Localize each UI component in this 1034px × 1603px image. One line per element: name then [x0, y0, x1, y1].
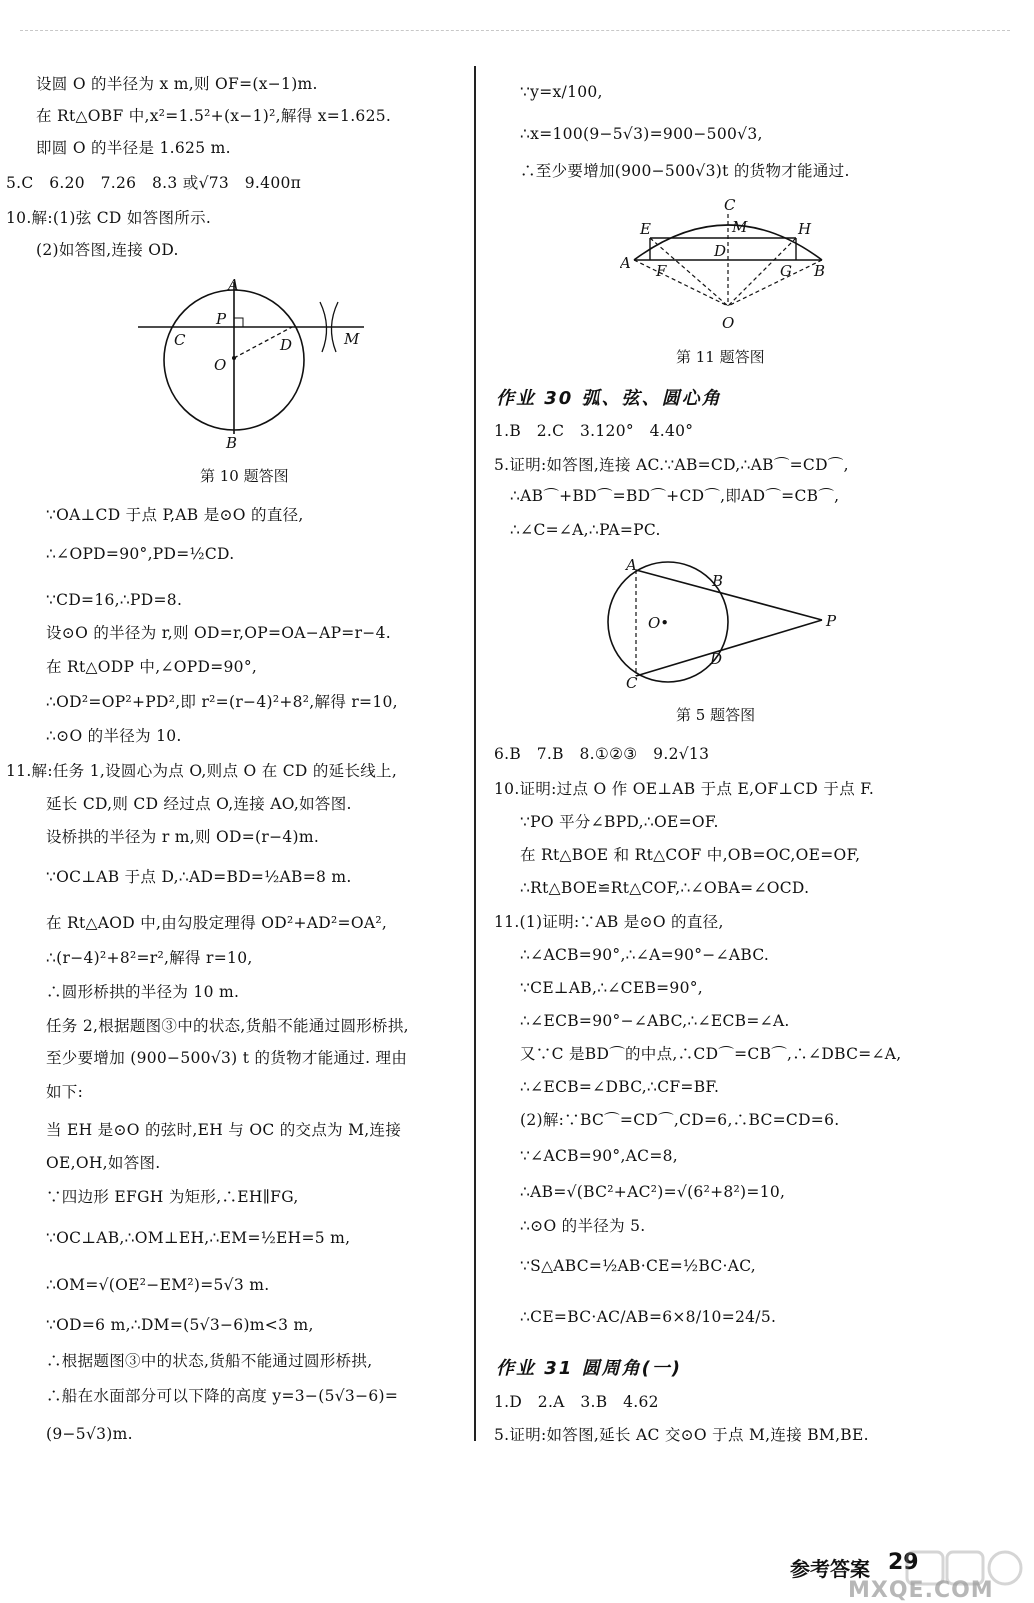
- figure-11-caption: 第 11 题答图: [676, 348, 765, 366]
- label-E: E: [640, 220, 651, 238]
- text-line: (2)解:∵BC⌒=CD⌒,CD=6,∴BC=CD=6.: [520, 1111, 840, 1129]
- text-line: ∵PO 平分∠BPD,∴OE=OF.: [520, 813, 719, 831]
- text-line: ∵四边形 EFGH 为矩形,∴EH∥FG,: [46, 1188, 299, 1206]
- text-line: 11.解:任务 1,设圆心为点 O,则点 O 在 CD 的延长线上,: [6, 762, 398, 780]
- text-line: ∴AB=√(BC²+AC²)=√(6²+8²)=10,: [520, 1183, 786, 1201]
- text-line: 设圆 O 的半径为 x m,则 OF=(x−1)m.: [36, 75, 318, 93]
- text-line: 又∵C 是BD⌒的中点,∴CD⌒=CB⌒,∴∠DBC=∠A,: [520, 1045, 902, 1063]
- text-line: 设⊙O 的半径为 r,则 OD=r,OP=OA−AP=r−4.: [46, 624, 391, 642]
- text-line: 延长 CD,则 CD 经过点 O,连接 AO,如答图.: [46, 795, 352, 813]
- label-M: M: [732, 218, 748, 236]
- text-line: ∴至少要增加(900−500√3)t 的货物才能通过.: [520, 162, 850, 180]
- label-A: A: [620, 254, 631, 272]
- figure-5-diagram: [600, 556, 850, 692]
- label-D: D: [710, 650, 723, 668]
- text-line: ∴圆形桥拱的半径为 10 m.: [46, 983, 240, 1001]
- text-line: ∵OA⊥CD 于点 P,AB 是⊙O 的直径,: [46, 506, 304, 524]
- text-line: ∴∠OPD=90°,PD=½CD.: [46, 545, 235, 563]
- label-C: C: [626, 674, 638, 692]
- text-line: ∴∠ECB=90°−∠ABC,∴∠ECB=∠A.: [520, 1012, 790, 1030]
- label-D: D: [714, 242, 727, 260]
- text-line: 当 EH 是⊙O 的弦时,EH 与 OC 的交点为 M,连接: [46, 1121, 402, 1139]
- label-C: C: [174, 331, 186, 349]
- label-M: M: [344, 330, 360, 348]
- text-line: ∵OD=6 m,∴DM=(5√3−6)m<3 m,: [46, 1316, 314, 1334]
- label-A: A: [626, 556, 637, 574]
- label-H: H: [798, 220, 812, 238]
- watermark-text: MXQE.COM: [848, 1578, 994, 1603]
- text-line: ∵S△ABC=½AB·CE=½BC·AC,: [520, 1257, 757, 1275]
- label-F: F: [656, 262, 667, 280]
- text-line: 即圆 O 的半径是 1.625 m.: [36, 139, 231, 157]
- answer-row: 1.B 2.C 3.120° 4.40°: [494, 422, 694, 440]
- text-line: ∴∠ACB=90°,∴∠A=90°−∠ABC.: [520, 946, 770, 964]
- text-line: ∴∠ECB=∠DBC,∴CF=BF.: [520, 1078, 720, 1096]
- text-line: 如下:: [46, 1083, 84, 1101]
- text-line: ∵CD=16,∴PD=8.: [46, 591, 183, 609]
- text-line: 在 Rt△ODP 中,∠OPD=90°,: [46, 658, 258, 676]
- text-line: 在 Rt△AOD 中,由勾股定理得 OD²+AD²=OA²,: [46, 914, 388, 932]
- text-line: ∴船在水面部分可以下降的高度 y=3−(5√3−6)=: [46, 1387, 399, 1405]
- text-line: ∴CE=BC·AC/AB=6×8/10=24/5.: [520, 1308, 777, 1326]
- page-number: 29: [888, 1550, 919, 1575]
- text-line: (9−5√3)m.: [46, 1425, 133, 1443]
- text-line: ∴根据题图③中的状态,货船不能通过圆形桥拱,: [46, 1352, 373, 1370]
- label-C: C: [724, 196, 736, 214]
- text-line: ∴Rt△BOE≌Rt△COF,∴∠OBA=∠OCD.: [520, 879, 810, 897]
- label-G: G: [780, 262, 792, 280]
- text-line: OE,OH,如答图.: [46, 1154, 161, 1172]
- label-O: O: [722, 314, 735, 332]
- text-line: 至少要增加 (900−500√3) t 的货物才能通过. 理由: [46, 1049, 408, 1067]
- text-line: ∵∠ACB=90°,AC=8,: [520, 1147, 679, 1165]
- text-line: ∴x=100(9−5√3)=900−500√3,: [520, 125, 763, 143]
- label-P: P: [216, 310, 227, 328]
- text-line: 10.解:(1)弦 CD 如答图所示.: [6, 209, 212, 227]
- figure-10-diagram: [130, 272, 370, 458]
- label-O: O: [214, 356, 227, 374]
- text-line: ∴OD²=OP²+PD²,即 r²=(r−4)²+8²,解得 r=10,: [46, 693, 398, 711]
- answer-row: 5.C 6.20 7.26 8.3 或√73 9.400π: [6, 174, 302, 192]
- text-line: ∴∠C=∠A,∴PA=PC.: [510, 521, 661, 539]
- text-line: 5.证明:如答图,延长 AC 交⊙O 于点 M,连接 BM,BE.: [494, 1426, 869, 1444]
- text-line: ∴(r−4)²+8²=r²,解得 r=10,: [46, 949, 253, 967]
- label-D: D: [280, 336, 293, 354]
- footer-label: 参考答案: [790, 1557, 870, 1581]
- text-line: 在 Rt△OBF 中,x²=1.5²+(x−1)²,解得 x=1.625.: [36, 107, 392, 125]
- label-B: B: [712, 572, 724, 590]
- text-line: ∵OC⊥AB 于点 D,∴AD=BD=½AB=8 m.: [46, 868, 352, 886]
- text-line: (2)如答图,连接 OD.: [36, 241, 179, 259]
- text-line: ∵CE⊥AB,∴∠CEB=90°,: [520, 979, 704, 997]
- text-line: 10.证明:过点 O 作 OE⊥AB 于点 E,OF⊥CD 于点 F.: [494, 780, 875, 798]
- column-divider: [474, 66, 476, 1441]
- text-line: ∴⊙O 的半径为 5.: [520, 1217, 646, 1235]
- answer-row: 6.B 7.B 8.①②③ 9.2√13: [494, 745, 710, 763]
- answer-row: 1.D 2.A 3.B 4.62: [494, 1393, 659, 1411]
- label-B: B: [814, 262, 826, 280]
- text-line: 11.(1)证明:∵AB 是⊙O 的直径,: [494, 913, 724, 931]
- figure-5-caption: 第 5 题答图: [676, 706, 756, 724]
- label-A: A: [228, 276, 239, 294]
- figure-10-caption: 第 10 题答图: [200, 467, 289, 485]
- text-line: ∵OC⊥AB,∴OM⊥EH,∴EM=½EH=5 m,: [46, 1229, 351, 1247]
- text-line: 设桥拱的半径为 r m,则 OD=(r−4)m.: [46, 828, 320, 846]
- text-line: ∴AB⌒+BD⌒=BD⌒+CD⌒,即AD⌒=CB⌒,: [510, 487, 840, 505]
- text-line: 任务 2,根据题图③中的状态,货船不能通过圆形桥拱,: [46, 1017, 409, 1035]
- text-line: ∵y=x/100,: [520, 83, 603, 101]
- section-31-title: 作业 31 圆周角(一): [496, 1358, 683, 1379]
- top-rule: [20, 30, 1010, 31]
- label-P: P: [826, 612, 837, 630]
- text-line: 5.证明:如答图,连接 AC.∵AB=CD,∴AB⌒=CD⌒,: [494, 456, 849, 474]
- text-line: 在 Rt△BOE 和 Rt△COF 中,OB=OC,OE=OF,: [520, 846, 861, 864]
- label-O: O•: [648, 614, 670, 632]
- figure-11-diagram: [620, 196, 830, 336]
- label-B: B: [226, 434, 238, 452]
- text-line: ∴⊙O 的半径为 10.: [46, 727, 182, 745]
- section-30-title: 作业 30 弧、弦、圆心角: [496, 388, 722, 409]
- text-line: ∴OM=√(OE²−EM²)=5√3 m.: [46, 1276, 270, 1294]
